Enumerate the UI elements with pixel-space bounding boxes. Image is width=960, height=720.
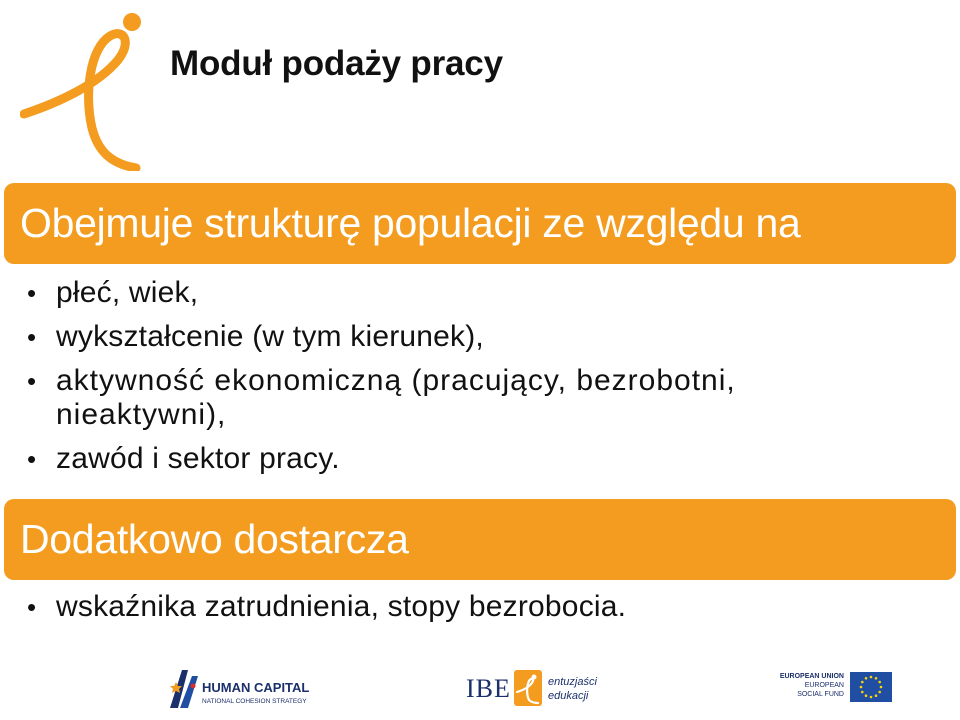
bullet-item: [0, 590, 876, 624]
eu-european-label: EUROPEAN: [804, 682, 844, 689]
bullet-dot: •: [27, 592, 37, 622]
bullet-text: zawód i sektor pracy.: [56, 442, 340, 475]
bullet-text: płeć, wiek,: [56, 276, 199, 309]
bullet-item: [0, 442, 876, 476]
bullet-item: [0, 276, 876, 310]
bullet-item: [0, 320, 876, 354]
bullet-dot: •: [27, 366, 38, 396]
human-capital-title: HUMAN CAPITAL: [202, 680, 310, 695]
bullet-dot: •: [27, 278, 37, 308]
bullet-dot: •: [27, 322, 37, 352]
bullet-item: [0, 364, 876, 432]
structure-bullet-list: [0, 276, 960, 486]
additional-bullet-list: [0, 590, 960, 634]
bullet-dot: •: [27, 444, 37, 474]
ibe-logo: [466, 670, 606, 712]
bullet-text: wskaźnika zatrudnienia, stopy bezrobocia.: [56, 590, 627, 623]
bullet-text: aktywność ekonomiczną (pracujący, bezrobotni, nieaktywni),: [56, 364, 736, 431]
ibe-figure-icon: [514, 670, 542, 706]
eu-flag-icon: [850, 672, 892, 702]
bullet-text: wykształcenie (w tym kierunek),: [56, 320, 484, 353]
eu-social-fund-label: SOCIAL FUND: [797, 691, 844, 698]
ibe-word-enthusiasts: entuzjaści: [548, 676, 597, 688]
section-banner-structure: Obejmuje strukturę populacji ze względu na: [4, 183, 956, 264]
human-capital-logo: [166, 666, 310, 714]
eu-union-label: EUROPEAN UNION: [779, 673, 844, 680]
ibe-acronym: IBE: [466, 674, 511, 703]
european-social-fund-logo: [779, 672, 892, 712]
entuzjasci-edukacji-figure-logo: [20, 6, 150, 171]
eu-text: [780, 672, 844, 699]
section-banner-additional: Dodatkowo dostarcza: [4, 499, 956, 580]
ibe-word-education: edukacji: [548, 690, 589, 702]
human-capital-subtitle: NATIONAL COHESION STRATEGY: [202, 698, 307, 705]
slide-title: Moduł podaży pracy: [170, 44, 503, 83]
human-capital-star-icon: [166, 666, 200, 710]
footer-logos: [0, 660, 960, 720]
